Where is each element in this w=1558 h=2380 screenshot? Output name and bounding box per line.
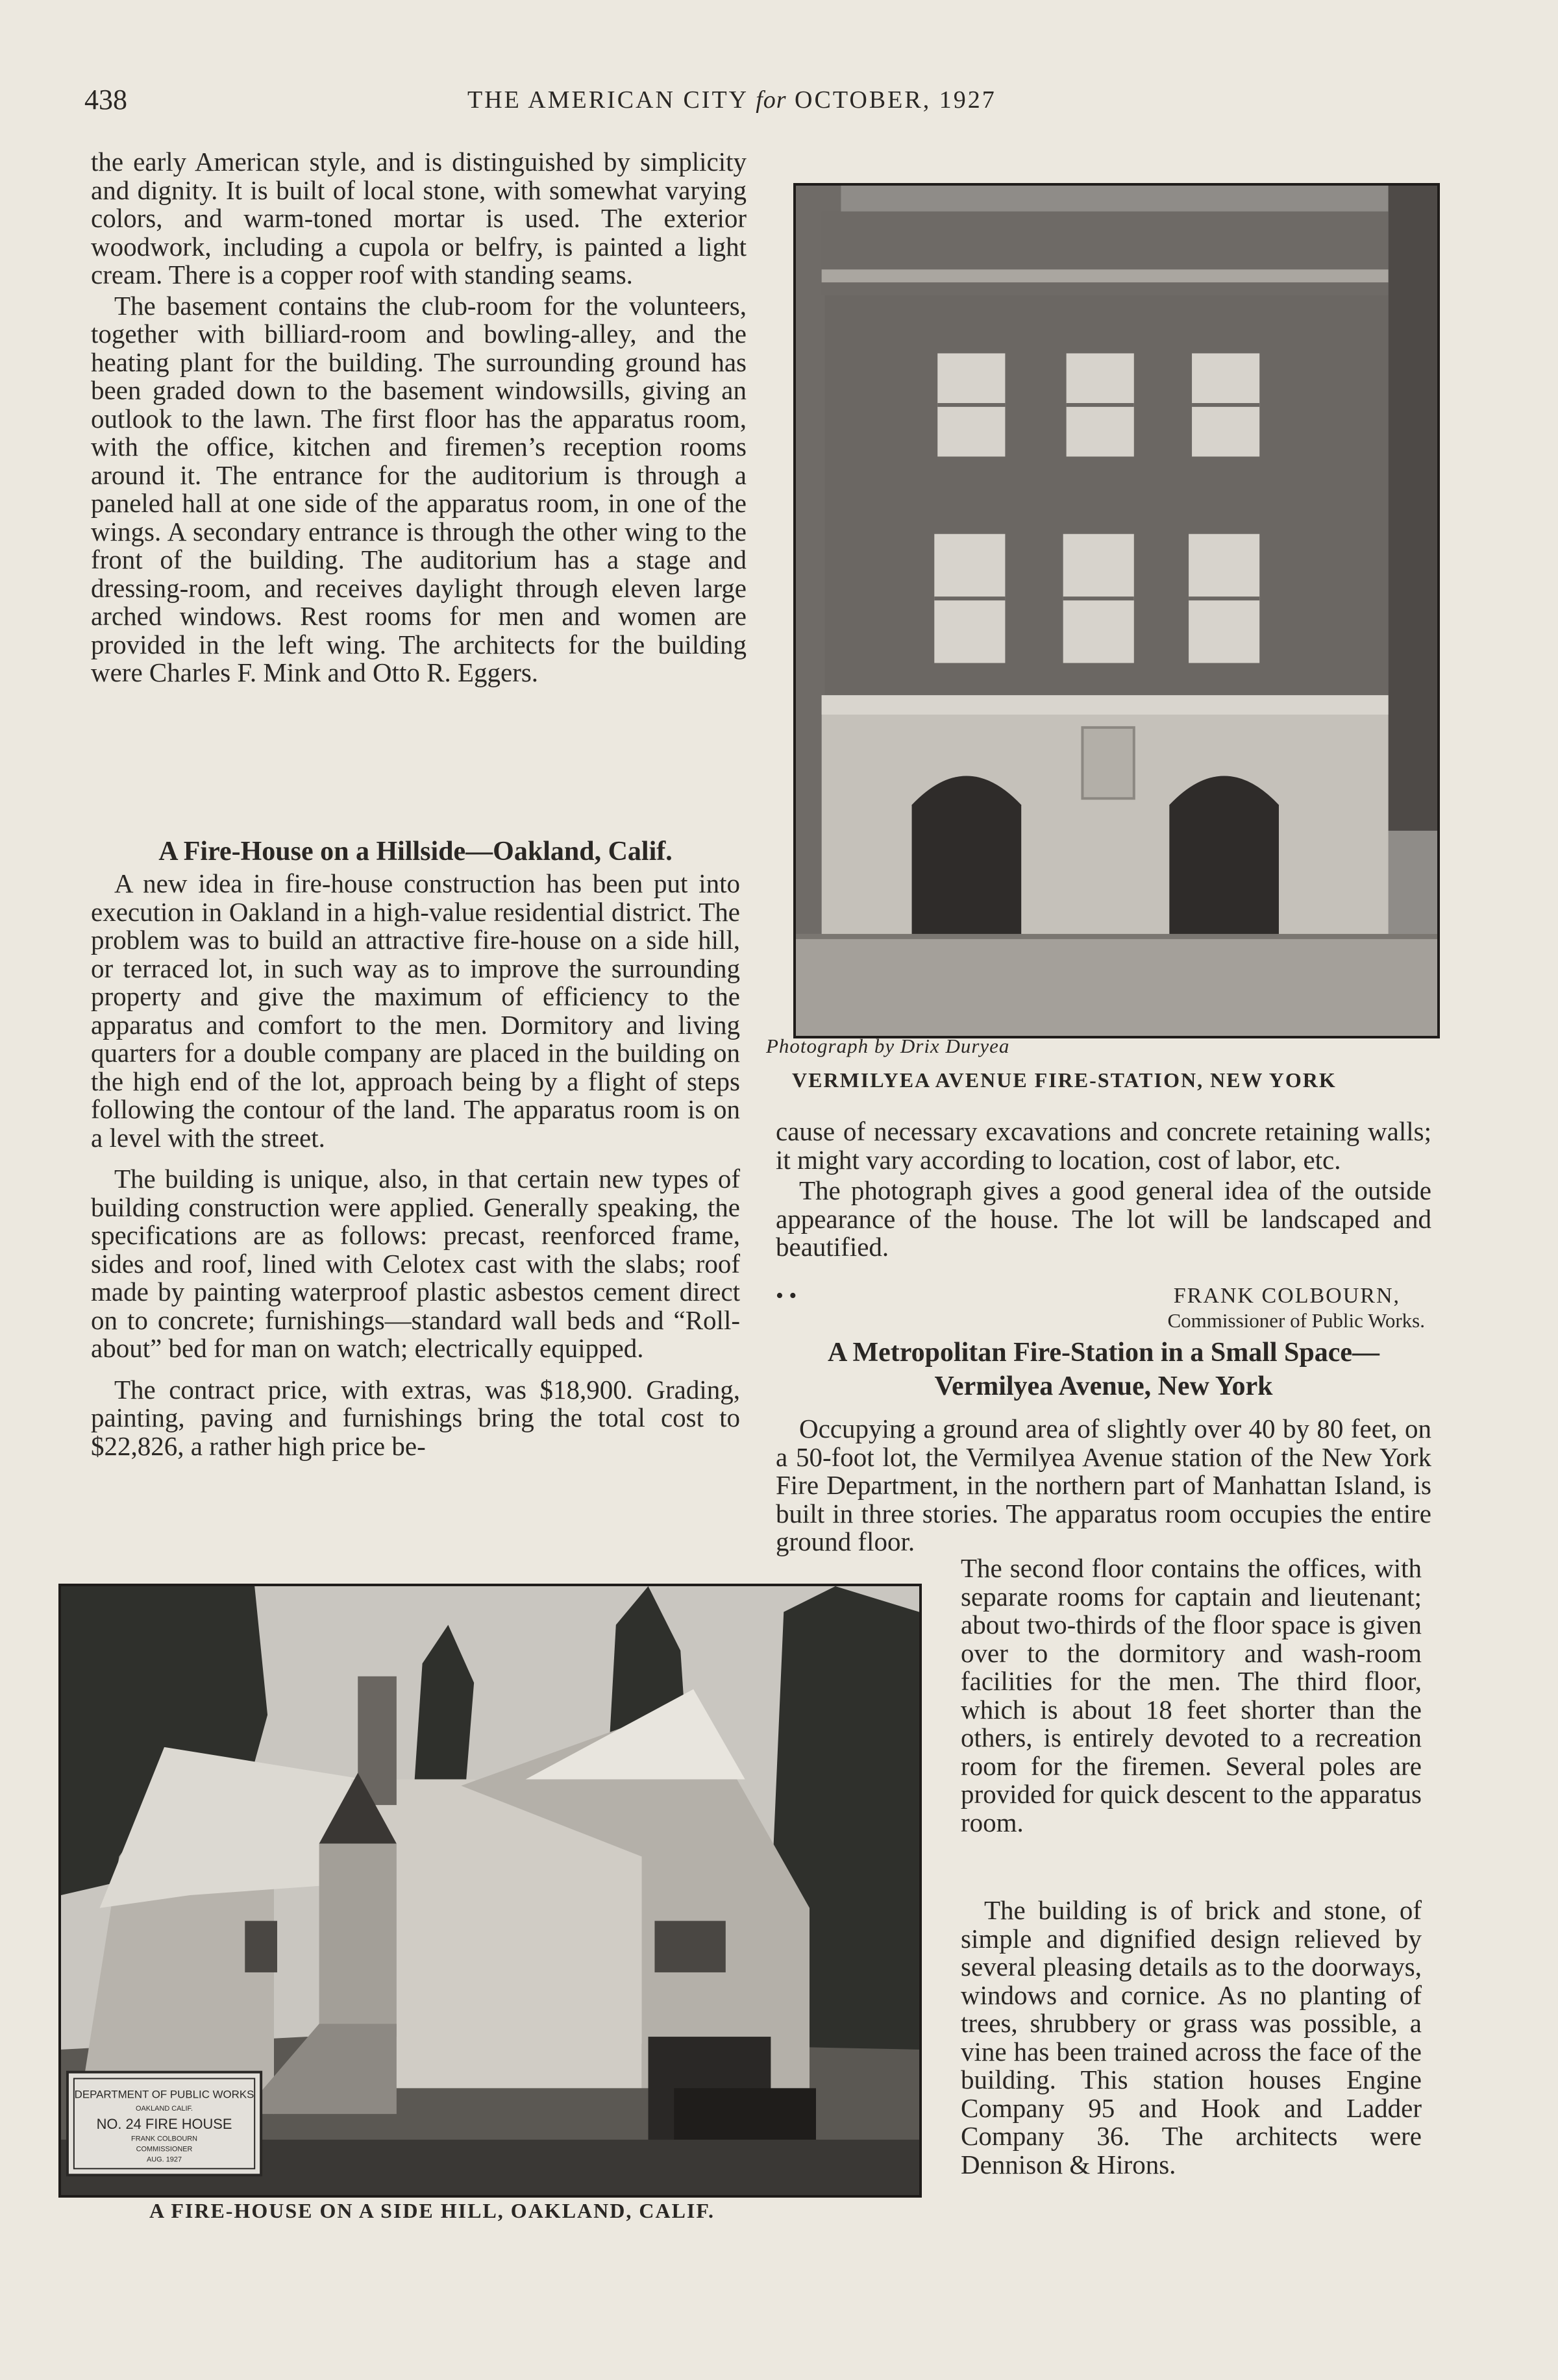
oakland-photo-illustration <box>61 1586 919 2195</box>
vermilyea-photo-caption: VERMILYEA AVENUE FIRE-STATION, NEW YORK <box>792 1068 1337 1092</box>
for-word: for <box>756 86 787 114</box>
photo-credit: Photograph by Drix Duryea <box>766 1035 1010 1057</box>
plaque-line-1: DEPARTMENT OF PUBLIC WORKS <box>74 2088 254 2101</box>
article1-paragraph-1: the early American style, and is distinguished by simplicity and dignity. It is built of local stone, with somewhat varying colors, and warm-toned mortar is used. The exterior woodwork, including a cupola or belfry, is painted a light cream. There is a copper roof with standing seams. <box>91 147 747 289</box>
plaque-line-4: FRANK COLBOURN <box>131 2135 198 2143</box>
oakland-photo-caption: A FIRE-HOUSE ON A SIDE HILL, OAKLAND, CALIF. <box>149 2199 715 2222</box>
vermilyea-photo-illustration <box>796 186 1437 1036</box>
article2-continuation <box>776 1118 1431 1262</box>
article2-paragraph-1: A new idea in fire-house construction has been put into execution in Oakland in a high-value residential district. The problem was to build an attractive fire-house on a side hill, or terraced lot, in such way as to improve the surrounding property and give the maximum of efficiency to the apparatus and comfort to the men. Dormitory and living quarters for a double company are placed in the building on the high end of the lot, approach being by a flight of steps following the contour of the land. The apparatus room is on a level with the street. <box>91 868 740 1153</box>
article2-signature <box>776 1284 1425 1333</box>
article2-paragraph-3-continued: cause of necessary excavations and concrete retaining walls; it might vary according to location, cost of labor, etc. <box>776 1116 1431 1175</box>
article3-body-wide <box>776 1415 1431 1556</box>
vermilyea-headline-line-1: A Metropolitan Fire-Station in a Small Space— <box>827 1338 1380 1368</box>
separator-dots: • • <box>776 1284 797 1308</box>
plaque-line-6: AUG. 1927 <box>147 2155 182 2164</box>
oakland-fire-house-photo <box>58 1584 922 2198</box>
vermilyea-fire-station-photo <box>793 183 1440 1038</box>
plaque-line-3: NO. 24 FIRE HOUSE <box>96 2115 232 2132</box>
article1-body <box>91 148 747 687</box>
article3-paragraph-1-wide: Occupying a ground area of slightly over 40 by 80 feet, on a 50-foot lot, the Vermilyea Avenue station of the New York Fire Department, in the northern part of Manhattan Island, is built in three stories. The apparatus room occupies the entire ground floor. <box>776 1414 1431 1556</box>
article2-paragraph-3: The contract price, with extras, was $18,900. Grading, painting, paving and furnishings bring the total cost to $22,826, a rather high price be- <box>91 1374 740 1461</box>
article2-paragraph-2: The building is unique, also, in that certain new types of building construction were applied. Generally speaking, the specifications are as follows: precast, reenforced frame, sides and roof, lined with Celotex cast with the slabs; roof made by painting waterproof plastic asbestos cement direct on to concrete; furnishings—standard wall beds and “Roll-about” bed for man on watch; electrically equipped. <box>91 1164 740 1363</box>
vermilyea-headline <box>773 1336 1435 1403</box>
vermilyea-headline-line-2: Vermilyea Avenue, New York <box>934 1371 1273 1401</box>
issue-date: OCTOBER, 1927 <box>795 86 996 114</box>
plaque-line-2: OAKLAND CALIF. <box>136 2105 193 2113</box>
author-title: Commissioner of Public Works. <box>1167 1309 1425 1332</box>
article3-body-narrow <box>961 1554 1422 1837</box>
article1-paragraph-2: The basement contains the club-room for the volunteers, together with billiard-room and bowling-alley, and the heating plant for the building. The surrounding ground has been graded down to the basement windowsills, giving an outlook to the lawn. The first floor has the apparatus room, with the office, kitchen and firemen’s reception rooms around it. The entrance for the auditorium is through a paneled hall at one side of the apparatus room, in one of the wings. A secondary entrance is through the other wing to the front of the building. The auditorium has a stage and dressing-room, and receives daylight through eleven large arched windows. Rest rooms for men and women are provided in the left wing. The architects for the building were Charles F. Mink and Otto R. Eggers. <box>91 290 747 687</box>
article3-body-narrow-2 <box>961 1896 1422 2179</box>
page-number: 438 <box>84 84 127 116</box>
article2-paragraph-4: The photograph gives a good general idea of the outside appearance of the house. The lot will be landscaped and beautified. <box>776 1175 1431 1262</box>
article3-paragraph-2: The building is of brick and stone, of simple and dignified design relieved by several pleasing details as to the doorways, windows and cornice. As no planting of trees, shrubbery or grass was possible, a vine has been trained across the face of the building. This station houses Engine Company 95 and Hook and Ladder Company 36. The architects were Dennison & Hirons. <box>961 1895 1422 2179</box>
plaque-line-5: COMMISSIONER <box>136 2145 193 2153</box>
article3-paragraph-1-narrow: The second floor contains the offices, with separate rooms for captain and lieutenant; about two-thirds of the floor space is given over to the dormitory and wash-room facilities for the men. The third floor, which is about 18 feet shorter than the others, is entirely devoted to a recreation room for the firemen. Several poles are provided for quick descent to the apparatus room. <box>961 1553 1422 1837</box>
running-head-title <box>467 86 996 114</box>
article2-body <box>91 870 740 1460</box>
magazine-name: THE AMERICAN CITY <box>467 86 748 114</box>
author-name: FRANK COLBOURN, <box>1173 1284 1400 1308</box>
oakland-headline: A Fire-House on a Hillside—Oakland, Calif. <box>158 837 673 866</box>
running-header <box>0 83 1558 122</box>
